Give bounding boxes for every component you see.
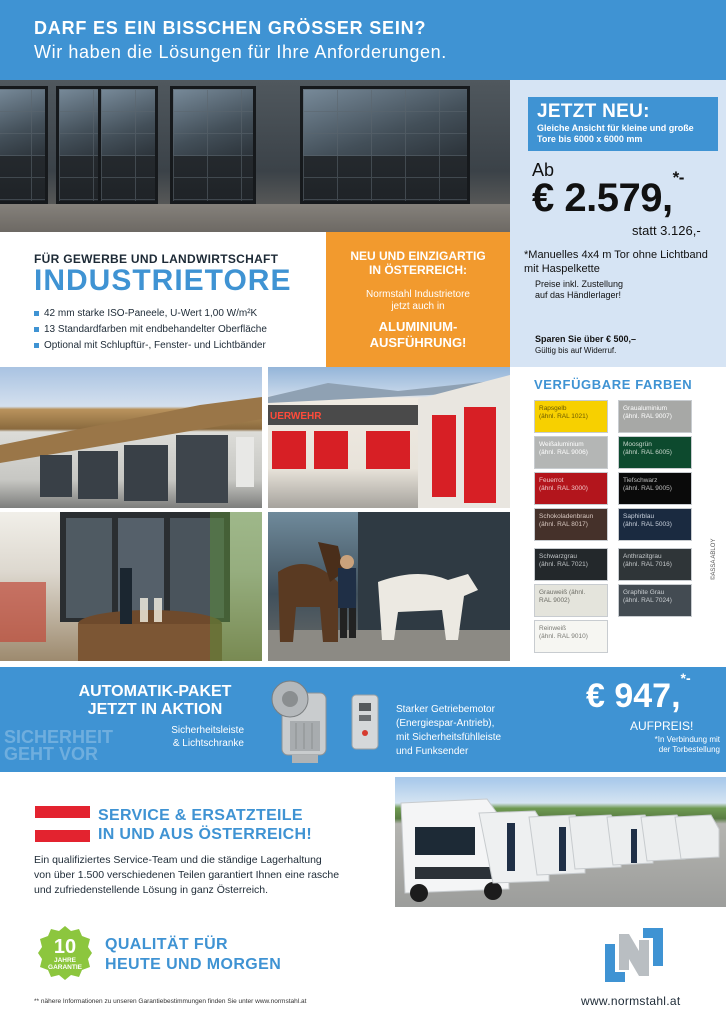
photo-horses <box>268 512 510 661</box>
swatch-ral: (ähnl. RAL 9007) <box>623 413 672 420</box>
seal-text: GARANTIE <box>48 964 82 971</box>
available-colors-panel <box>510 367 726 661</box>
swatch-ral: (ähnl. RAL 7024) <box>623 597 672 604</box>
swatch-ral: (ähnl. RAL 3000) <box>539 485 588 492</box>
swatch-ral: RAL 9002) <box>539 597 570 604</box>
color-swatch <box>618 548 692 581</box>
swatch-name: Rapsgelb <box>539 405 567 412</box>
photo-fire-station <box>268 367 510 508</box>
feature-item: 13 Standardfarben mit endbehandelter Oberfläche <box>34 322 267 338</box>
guarantee-seal-icon <box>37 925 93 981</box>
swatch-name: Graualuminium <box>623 405 668 412</box>
price-prefix: Ab <box>532 160 555 180</box>
website-link[interactable]: www.normstahl.at <box>581 994 681 1008</box>
price-condition: *In Verbindung mit der Torbestellung <box>654 735 720 754</box>
service-title: SERVICE & ERSATZTEILE IN UND AUS ÖSTERREICH! <box>98 807 313 843</box>
photo-service-vans <box>395 777 726 907</box>
normstahl-logo <box>603 924 665 986</box>
swatch-ral: (ähnl. RAL 7016) <box>623 561 672 568</box>
color-swatch <box>534 508 608 541</box>
swatch-ral: (ähnl. RAL 1021) <box>539 413 588 420</box>
remote-control-icon <box>350 693 380 751</box>
automatik-band <box>0 667 726 772</box>
swatch-name: Graphite Grau <box>623 589 665 596</box>
promo-panel <box>510 80 726 367</box>
seal-number: 10 <box>53 936 77 958</box>
color-swatch <box>618 584 692 617</box>
feature-item: 42 mm starke ISO-Paneele, U-Wert 1,00 W/m²K <box>34 306 267 322</box>
swatch-name: Grauweiß (ähnl. <box>539 589 586 596</box>
safety-features: Sicherheitsleiste & Lichtschranke <box>171 725 244 749</box>
photo-wine-barrel <box>0 512 262 661</box>
color-swatch <box>618 508 692 541</box>
horses-illustration <box>268 512 510 661</box>
subheadline: Wir haben die Lösungen für Ihre Anforderungen. <box>34 42 447 62</box>
colors-title: VERFÜGBARE FARBEN <box>534 377 693 392</box>
fire-station-sign: UERWEHR <box>270 411 322 422</box>
color-swatch <box>534 548 608 581</box>
delivery-note: Preise inkl. Zustellung auf das Händlerlager! <box>535 279 624 300</box>
header-banner <box>0 0 726 80</box>
swatch-name: Schokoladenbraun <box>539 513 594 520</box>
badge-text: Gleiche Ansicht für kleine und große Tore bis 6000 x 6000 mm <box>537 123 694 144</box>
color-swatch <box>618 436 692 469</box>
aluminium-callout <box>326 232 510 367</box>
feature-item: Optional mit Schlupftür-, Fenster- und Lichtbänder <box>34 338 267 354</box>
validity-text: Gültig bis auf Widerruf. <box>535 346 617 355</box>
new-badge <box>528 97 718 151</box>
motor-icon <box>262 675 342 767</box>
farm-building-illustration <box>0 367 262 508</box>
swatch-ral: (ähnl. RAL 9006) <box>539 449 588 456</box>
swatch-name: Moosgrün <box>623 441 652 448</box>
hero-photo-garage-doors <box>0 80 510 232</box>
photo-farm-building <box>0 367 262 508</box>
callout-emphasis: ALUMINIUM- AUSFÜHRUNG! <box>369 319 467 350</box>
service-text: Ein qualifiziertes Service-Team und die ständige Lagerhaltung von über 1.500 verschiedenen Teilen garantiert Ihnen eine rasche und zufriedenstellende Lösung in ganz Österreich. <box>34 854 340 896</box>
wine-barrel-illustration <box>0 512 262 661</box>
swatch-ral: (ähnl. RAL 9010) <box>539 633 588 640</box>
industrietore-section <box>0 232 326 367</box>
automatik-price: € 947,*- <box>586 669 691 715</box>
callout-heading: NEU UND EINZIGARTIG IN ÖSTERREICH: <box>350 249 486 277</box>
swatch-name: Weißaluminium <box>539 441 584 448</box>
color-swatch <box>534 584 608 617</box>
swatch-ral: (ähnl. RAL 8017) <box>539 521 588 528</box>
guarantee-footnote: ** nähere Informationen zu unseren Garantiebestimmungen finden Sie unter www.normstahl.at <box>34 998 307 1005</box>
color-swatch <box>534 472 608 505</box>
swatch-name: Feuerrot <box>539 477 564 484</box>
austria-flag-icon <box>35 806 90 842</box>
swatch-ral: (ähnl. RAL 9005) <box>623 485 672 492</box>
watermark-text: SICHERHEIT GEHT VOR <box>4 727 114 764</box>
savings-text: Sparen Sie über € 500,– <box>535 334 637 344</box>
section-title: INDUSTRIETORE <box>34 264 292 297</box>
photo-credit: ©ASSA ABLOY <box>711 538 717 580</box>
color-swatch <box>618 400 692 433</box>
color-swatch <box>534 436 608 469</box>
swatch-ral: (ähnl. RAL 5003) <box>623 521 672 528</box>
price-note: *Manuelles 4x4 m Tor ohne Lichtband mit Haspelkette <box>524 249 708 275</box>
callout-text: Normstahl Industrietore jetzt auch in <box>366 289 470 312</box>
color-swatch <box>534 400 608 433</box>
automatik-title: AUTOMATIK-PAKET JETZT IN AKTION <box>78 683 232 718</box>
main-price: € 2.579,*- <box>532 167 684 220</box>
headline: DARF ES EIN BISSCHEN GRÖSSER SEIN? <box>34 18 427 38</box>
seal-text: JAHRE <box>53 957 77 964</box>
color-swatch <box>618 472 692 505</box>
bullet-icon <box>34 311 39 316</box>
surcharge-label: AUFPREIS! <box>630 719 694 733</box>
service-vans-illustration <box>395 777 726 907</box>
color-swatch <box>534 620 608 653</box>
section-subtitle: FÜR GEWERBE UND LANDWIRTSCHAFT <box>34 252 279 266</box>
bullet-icon <box>34 343 39 348</box>
swatch-name: Schwarzgrau <box>539 553 577 560</box>
swatch-name: Reinweiß <box>539 625 567 632</box>
swatch-name: Saphirblau <box>623 513 655 520</box>
fire-station-illustration <box>268 367 510 508</box>
swatch-name: Anthrazitgrau <box>623 553 662 560</box>
swatch-ral: (ähnl. RAL 6005) <box>623 449 672 456</box>
old-price: statt 3.126,- <box>632 223 701 238</box>
swatch-name: Tiefschwarz <box>623 477 658 484</box>
motor-description: Starker Getriebemotor (Energiespar-Antrieb), mit Sicherheitsfühlleiste und Funksender <box>396 704 502 757</box>
swatch-ral: (ähnl. RAL 7021) <box>539 561 588 568</box>
feature-list <box>34 306 267 354</box>
bullet-icon <box>34 327 39 332</box>
badge-title: JETZT NEU: <box>537 101 650 122</box>
quality-title: QUALITÄT FÜR HEUTE UND MORGEN <box>105 936 282 973</box>
